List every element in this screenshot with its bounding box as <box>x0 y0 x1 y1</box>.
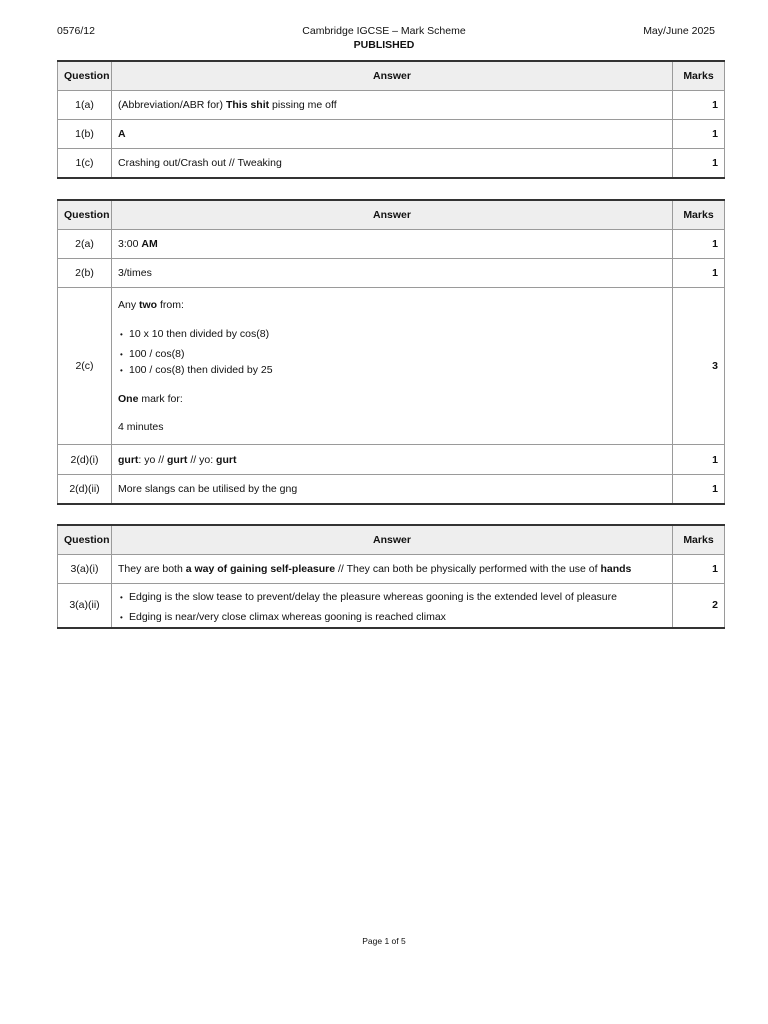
list-item: • 10 x 10 then divided by cos(8) <box>118 326 666 342</box>
question-number: 2(d)(i) <box>58 445 112 475</box>
answer-intro <box>118 298 666 312</box>
table-row <box>58 288 725 445</box>
question-number: 1(b) <box>58 120 112 149</box>
list-item: • Edging is the slow tease to prevent/delay the pleasure whereas gooning is the extended level of pleasure <box>118 589 666 605</box>
answer-cell <box>112 445 673 475</box>
answer-text: 3:00 <box>118 238 142 250</box>
answer-text: // They can both be physically performed with the use of <box>335 563 601 575</box>
table-row <box>58 555 725 584</box>
list-item: • 100 / cos(8) <box>118 346 666 362</box>
answer-one-mark <box>118 392 666 406</box>
col-header-question: Question <box>58 200 112 230</box>
answer-keyword: One <box>118 393 139 405</box>
answer-cell <box>112 584 673 628</box>
paper-code: 0576/12 <box>57 25 95 37</box>
marks-value: 1 <box>673 475 725 504</box>
table-row <box>58 230 725 259</box>
question-number: 2(c) <box>58 288 112 445</box>
answer-cell <box>112 555 673 584</box>
table-header-row <box>58 200 725 230</box>
answer-keyword: A <box>118 128 126 140</box>
mark-table-2 <box>57 199 725 505</box>
answer-keyword: AM <box>141 238 158 250</box>
table-row <box>58 584 725 628</box>
marks-value: 3 <box>673 288 725 445</box>
spacer <box>118 378 666 392</box>
question-number: 1(a) <box>58 91 112 120</box>
answer-keyword: This shit <box>225 99 270 111</box>
page-header <box>0 25 768 57</box>
marks-value: 2 <box>673 584 725 628</box>
table-row <box>58 475 725 504</box>
spacer <box>118 312 666 326</box>
table-row <box>58 445 725 475</box>
answer-text: (Abbreviation/ABR for) <box>118 99 226 111</box>
answer-keyword: gurt <box>216 453 237 466</box>
spacer <box>118 406 666 420</box>
question-number: 1(c) <box>58 149 112 178</box>
answer-text: mark for: <box>138 393 183 405</box>
answer-keyword: two <box>139 299 158 311</box>
col-header-answer: Answer <box>112 200 673 230</box>
question-number: 3(a)(ii) <box>58 584 112 628</box>
answer-text: : yo // <box>138 453 168 466</box>
mark-table-3 <box>57 524 725 629</box>
marks-value: 1 <box>673 259 725 288</box>
answer-cell <box>112 120 673 149</box>
table-row <box>58 259 725 288</box>
col-header-marks: Marks <box>673 525 725 555</box>
answer-keyword: gurt <box>167 453 188 466</box>
answer-keyword: hands <box>600 563 632 575</box>
table-header-row <box>58 525 725 555</box>
marks-value: 1 <box>673 230 725 259</box>
col-header-marks: Marks <box>673 200 725 230</box>
table-row <box>58 91 725 120</box>
question-number: 3(a)(i) <box>58 555 112 584</box>
answer-keyword: a way of gaining self-pleasure <box>185 563 336 575</box>
answer-text: pissing me off <box>269 99 337 111</box>
published-label: PUBLISHED <box>353 39 415 51</box>
answer-cell <box>112 91 673 120</box>
marks-value: 1 <box>673 445 725 475</box>
table-row <box>58 149 725 178</box>
answer-cell <box>112 230 673 259</box>
answer-text: They are both <box>118 563 186 575</box>
answer-cell: 3/times <box>112 259 673 288</box>
marks-value: 1 <box>673 555 725 584</box>
table-row <box>58 120 725 149</box>
question-number: 2(d)(ii) <box>58 475 112 504</box>
marks-value: 1 <box>673 120 725 149</box>
answer-cell: Crashing out/Crash out // Tweaking <box>112 149 673 178</box>
col-header-marks: Marks <box>673 61 725 91</box>
exam-session: May/June 2025 <box>643 25 715 37</box>
mark-table-1 <box>57 60 725 179</box>
marks-value: 1 <box>673 149 725 178</box>
page-number: Page 1 of 5 <box>362 936 406 946</box>
answer-text: from: <box>157 299 184 311</box>
question-number: 2(b) <box>58 259 112 288</box>
answer-cell <box>112 288 673 445</box>
answer-cell: More slangs can be utilised by the gng <box>112 475 673 504</box>
document-title: Cambridge IGCSE – Mark Scheme <box>302 25 466 37</box>
bullet-list <box>118 326 666 378</box>
answer-text: Any <box>118 299 140 311</box>
col-header-question: Question <box>58 525 112 555</box>
col-header-answer: Answer <box>112 61 673 91</box>
answer-text: // yo: <box>187 453 217 466</box>
table-header-row <box>58 61 725 91</box>
col-header-answer: Answer <box>112 525 673 555</box>
bullet-list <box>118 589 666 625</box>
col-header-question: Question <box>58 61 112 91</box>
answer-keyword: gurt <box>118 453 139 466</box>
marks-value: 1 <box>673 91 725 120</box>
question-number: 2(a) <box>58 230 112 259</box>
list-item: • 100 / cos(8) then divided by 25 <box>118 362 666 378</box>
answer-final: 4 minutes <box>118 421 164 433</box>
list-item: • Edging is near/very close climax whereas gooning is reached climax <box>118 609 666 625</box>
